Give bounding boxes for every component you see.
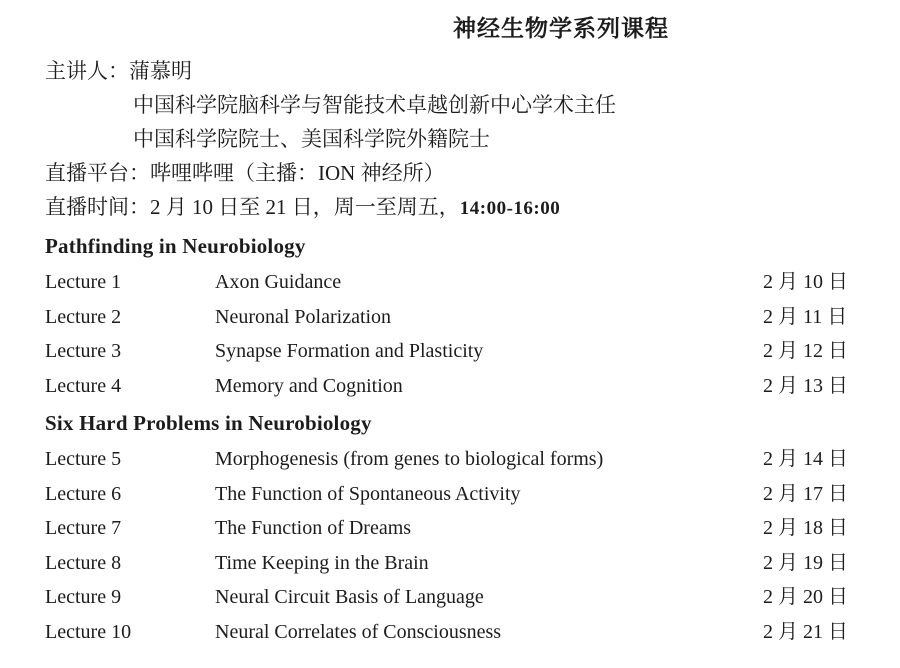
lecture-row bbox=[45, 300, 882, 335]
lecture-number: Lecture 2 bbox=[45, 305, 122, 328]
lecture-date: 2 月 18 日 bbox=[763, 517, 848, 539]
lecture-number: Lecture 9 bbox=[45, 586, 122, 608]
lecture-number: Lecture 6 bbox=[45, 482, 122, 505]
lecture-row bbox=[45, 615, 882, 650]
lecture-number: Lecture 10 bbox=[45, 620, 132, 643]
lecture-title: Memory and Cognition bbox=[215, 374, 403, 397]
lecture-title: Neural Circuit Basis of Language bbox=[215, 586, 484, 608]
lecture-number: Lecture 8 bbox=[45, 551, 122, 574]
speaker-affiliation-1: 中国科学院脑科学与智能技术卓越创新中心学术主任 bbox=[133, 93, 616, 117]
lecture-row bbox=[45, 546, 882, 581]
lecture-date: 2 月 21 日 bbox=[763, 620, 848, 643]
lecture-number: Lecture 5 bbox=[45, 448, 122, 470]
section-heading-pathfinding: Pathfinding in Neurobiology bbox=[45, 234, 306, 258]
lecture-date: 2 月 20 日 bbox=[763, 586, 848, 608]
lecture-title: The Function of Spontaneous Activity bbox=[215, 482, 521, 505]
lecture-number: Lecture 4 bbox=[45, 374, 122, 397]
lecture-number: Lecture 7 bbox=[45, 517, 122, 539]
lecture-row bbox=[45, 442, 882, 477]
lecture-date: 2 月 19 日 bbox=[763, 551, 848, 574]
lecture-title: Synapse Formation and Plasticity bbox=[215, 340, 484, 362]
lecture-row bbox=[45, 334, 882, 369]
lecture-number: Lecture 3 bbox=[45, 340, 122, 362]
lecture-row bbox=[45, 580, 882, 615]
broadcast-time-range: 14:00-16:00 bbox=[459, 198, 561, 219]
speaker-label: 主讲人： bbox=[45, 59, 129, 83]
lecture-row bbox=[45, 265, 882, 300]
speaker-name: 蒲慕明 bbox=[129, 59, 192, 83]
lecture-date: 2 月 11 日 bbox=[763, 305, 848, 328]
document-title: 神经生物学系列课程 bbox=[453, 16, 669, 41]
broadcast-platform-line: 直播平台：哔哩哔哩（主播：ION 神经所） bbox=[45, 161, 445, 185]
lecture-date: 2 月 14 日 bbox=[763, 448, 848, 470]
lecture-title: Axon Guidance bbox=[215, 271, 342, 293]
lecture-date: 2 月 17 日 bbox=[763, 482, 848, 505]
broadcast-time-line bbox=[45, 190, 882, 226]
lecture-title: The Function of Dreams bbox=[215, 517, 412, 539]
section-heading-six-hard-problems: Six Hard Problems in Neurobiology bbox=[45, 411, 372, 435]
lecture-row bbox=[45, 369, 882, 404]
lecture-number: Lecture 1 bbox=[45, 271, 122, 293]
lecture-date: 2 月 12 日 bbox=[763, 340, 848, 362]
lecture-title: Morphogenesis (from genes to biological forms) bbox=[215, 448, 604, 470]
speaker-affiliation-2: 中国科学院院士、美国科学院外籍院士 bbox=[133, 127, 490, 151]
broadcast-time-prefix: 直播时间：2 月 10 日至 21 日，周一至周五， bbox=[45, 195, 460, 219]
lecture-title: Time Keeping in the Brain bbox=[215, 551, 429, 574]
lecture-title: Neuronal Polarization bbox=[215, 305, 392, 328]
lecture-date: 2 月 10 日 bbox=[763, 271, 848, 293]
lecture-title: Neural Correlates of Consciousness bbox=[215, 620, 502, 643]
lecture-row bbox=[45, 477, 882, 512]
lecture-date: 2 月 13 日 bbox=[763, 374, 848, 397]
speaker-line bbox=[45, 54, 882, 88]
lecture-row bbox=[45, 511, 882, 546]
